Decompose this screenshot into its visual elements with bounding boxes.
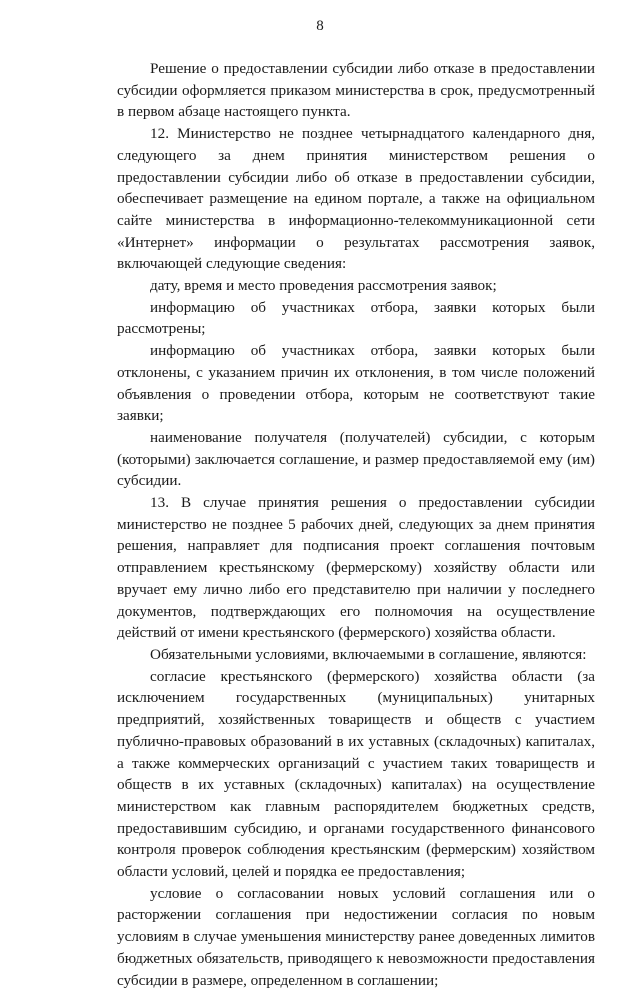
paragraph: информацию об участниках отбора, заявки которых были рассмотрены; xyxy=(117,298,595,338)
paragraph: наименование получателя (получателей) субсидии, с которым (которыми) заключается соглашение, и размер предоставляемой ему (им) субсидии. xyxy=(117,428,595,490)
paragraph: дату, время и место проведения рассмотрения заявок; xyxy=(150,277,497,295)
paragraph: информацию об участниках отбора, заявки которых были отклонены, с указанием причин их отклонения, в том числе положений объявления о проведении отбора, которым не соответствуют такие заявки; xyxy=(117,342,595,425)
paragraph: согласие крестьянского (фермерского) хозяйства области (за исключением государственных (муниципальных) унитарных предприятий, хозяйственных товариществ и обществ с участием публично-правовых образований в их уставных (складочных) капиталах, а также коммерческих организаций с участием таких товариществ и обществ в их уставных (складочных) капиталах) на осуществление министерством как главным распорядителем бюджетных средств, предоставившим субсидию, и органами государственного финансового контроля проверок соблюдения крестьянским (фермерским) хозяйством области условий, целей и порядка ее предоставления; xyxy=(117,667,595,881)
page-number: 8 xyxy=(316,18,324,34)
paragraph: 12. Министерство не позднее четырнадцатого календарного дня, следующего за днем принятия министерством решения о предоставлении субсидии либо об отказе в предоставлении субсидии, обеспечивает размещение на едином портале, а также на официальном сайте министерства в информационно-телекоммуникационной сети «Интернет» информации о результатах рассмотрения заявок, включающей следующие сведения: xyxy=(117,125,595,273)
paragraph: условие о согласовании новых условий соглашения или о расторжении соглашения при недостижении согласия по новым условиям в случае уменьшения министерству ранее доведенных лимитов бюджетных обязательств, приводящего к невозможности предоставления субсидии в размере, определенном в соглашении; xyxy=(117,884,595,989)
paragraph: 13. В случае принятия решения о предоставлении субсидии министерство не позднее 5 рабочих дней, следующих за днем принятия решения, направляет для подписания проект соглашения почтовым отправлением крестьянскому (фермерскому) хозяйству области или вручает ему лично либо его представителю при наличии у последнего документов, подтверждающих его полномочия на осуществление действий от имени крестьянского (фермерского) хозяйства области. xyxy=(117,494,595,642)
paragraph: Обязательными условиями, включаемыми в соглашение, являются: xyxy=(150,645,587,663)
document-body xyxy=(117,58,595,991)
paragraph: Решение о предоставлении субсидии либо отказе в предоставлении субсидии оформляется приказом министерства в срок, предусмотренный в первом абзаце настоящего пункта. xyxy=(117,60,595,121)
